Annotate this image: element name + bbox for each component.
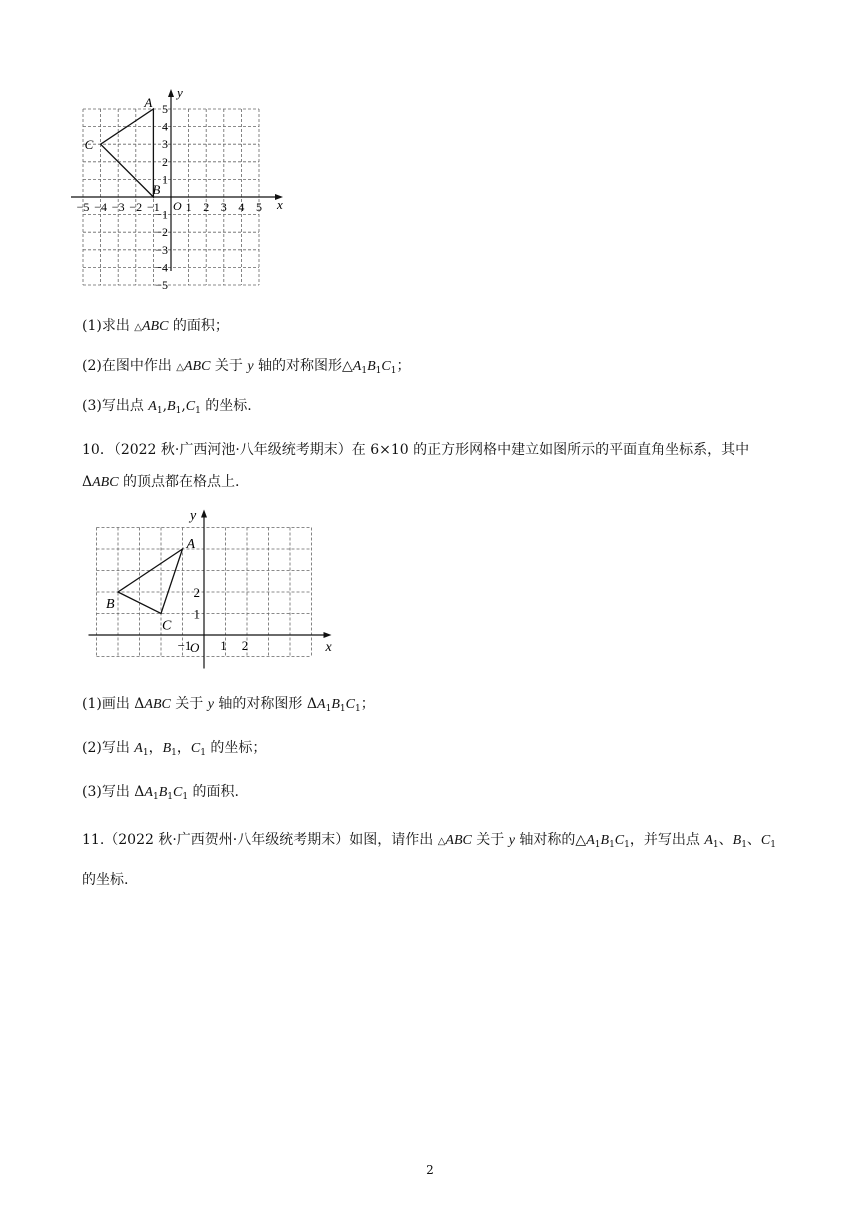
triangle-symbol: △ — [437, 836, 446, 847]
triangle-symbol: △ — [176, 362, 184, 373]
text: 轴的对称图形△ — [253, 358, 353, 374]
y-tick-label: −3 — [155, 242, 168, 257]
q9-triangle-abc — [101, 109, 154, 197]
subscript: 1 — [390, 366, 397, 376]
text: (2)写出 — [82, 740, 135, 756]
x-axis-arrow — [324, 632, 332, 638]
separator: ， — [176, 740, 191, 756]
y-axis-label: y — [177, 85, 183, 100]
y-label: y — [247, 359, 254, 374]
text: 关于 — [210, 358, 248, 374]
q11-stem-line2 — [82, 870, 128, 890]
separator: 、 — [718, 832, 733, 848]
x-tick-label: 1 — [220, 638, 227, 653]
text: 的坐标； — [205, 740, 267, 756]
x-tick-label: −3 — [111, 200, 125, 214]
subscript: 1 — [142, 748, 149, 758]
comma: , — [181, 398, 186, 414]
separator: 、 — [746, 832, 761, 848]
c1-label: C — [614, 833, 625, 848]
b1-label: B — [158, 785, 168, 800]
q11-stem-line1 — [82, 830, 776, 855]
subscript: 1 — [152, 792, 159, 802]
text: ，并写出点 — [629, 832, 705, 848]
a1-label: A — [144, 785, 153, 800]
text: 关于 — [471, 832, 509, 848]
subscript: 1 — [712, 840, 719, 850]
subscript: 1 — [182, 792, 189, 802]
subscript: 1 — [609, 840, 615, 850]
x-tick-label: 2 — [241, 638, 249, 653]
text: (2)在图中作出 — [82, 358, 177, 374]
x-tick-label: 2 — [203, 200, 210, 214]
subscript: 1 — [741, 840, 747, 850]
triangle-symbol: △ — [134, 322, 142, 333]
x-tick-label: 1 — [185, 200, 192, 214]
subscript: 1 — [339, 704, 346, 714]
subscript: 1 — [770, 840, 776, 850]
a1-label: A — [317, 697, 326, 712]
q10-triangle-abc — [118, 549, 183, 614]
y-tick-label: 4 — [162, 119, 168, 134]
comma: , — [162, 398, 168, 414]
triangle-symbol: Δ — [82, 474, 93, 490]
vertex-label-b: B — [106, 597, 115, 612]
y-tick-label: 2 — [193, 585, 200, 600]
q9-coordinate-figure — [76, 84, 312, 302]
text: (3)写出 — [82, 784, 135, 800]
text: ； — [360, 696, 375, 712]
text: 10．（2022 秋·广西河池·八年级统考期末）在 6×10 的正方形网格中建立如图所示的平面直角坐标系，其中 — [82, 442, 750, 458]
y-tick-label: −5 — [155, 278, 168, 292]
vertex-label-c: C — [84, 137, 94, 153]
vertex-label-a: A — [186, 537, 196, 552]
q10-axes — [89, 510, 332, 669]
x-tick-label: −1 — [147, 200, 160, 214]
vertex-label-a: A — [144, 95, 153, 110]
text: 的面积； — [168, 318, 229, 334]
origin-label: O — [190, 640, 200, 655]
c1-label: C — [760, 833, 771, 848]
x-tick-label: −1 — [177, 638, 192, 653]
b1-label: B — [600, 833, 610, 848]
q9-axes — [71, 89, 283, 271]
y-tick-label: 1 — [193, 606, 200, 622]
text: 轴的对称图形 — [213, 696, 307, 712]
q10-stem-line2 — [82, 472, 239, 493]
origin-label: O — [173, 199, 182, 213]
y-tick-label: −1 — [155, 207, 168, 222]
subscript: 1 — [354, 704, 361, 714]
q9-sub2 — [82, 356, 410, 381]
y-tick-label: 1 — [162, 172, 168, 187]
subscript: 1 — [156, 406, 163, 416]
y-axis-arrow — [168, 89, 174, 97]
b1-label: B — [331, 697, 340, 712]
subscript: 1 — [195, 406, 201, 416]
c1-label: C — [381, 359, 391, 374]
b1-label: B — [162, 741, 172, 756]
abc-label: ABC — [141, 319, 169, 334]
q10-sub2 — [82, 738, 266, 763]
q10-labels — [106, 509, 333, 656]
triangle-symbol: Δ — [134, 784, 145, 800]
text: 11.（2022 秋·广西贺州·八年级统考期末）如图，请作出 — [82, 832, 438, 848]
subscript: 1 — [594, 840, 601, 850]
vertex-label-c: C — [162, 618, 172, 634]
triangle-symbol: Δ — [306, 696, 318, 712]
x-tick-label: 4 — [238, 200, 245, 214]
text: (1)求出 — [82, 318, 135, 334]
y-axis-label: y — [190, 508, 197, 524]
b1-label: B — [367, 359, 376, 374]
text: 的面积. — [188, 784, 239, 800]
x-axis-label: x — [325, 640, 332, 655]
b1-label: B — [167, 399, 176, 414]
q9-sub1 — [82, 316, 229, 338]
y-tick-label: 2 — [162, 154, 168, 169]
a1-label: A — [586, 833, 595, 848]
y-tick-label: 3 — [162, 137, 168, 152]
text: (1)画出 — [82, 696, 135, 712]
abc-label: ABC — [445, 833, 472, 848]
c1-label: C — [345, 697, 355, 712]
c1-label: C — [173, 785, 183, 800]
y-axis-arrow — [201, 510, 207, 518]
x-tick-label: −4 — [94, 200, 107, 214]
x-tick-label: 3 — [220, 200, 227, 214]
subscript: 1 — [175, 406, 182, 416]
x-tick-label: −2 — [129, 200, 143, 214]
triangle-symbol: Δ — [134, 696, 145, 712]
y-tick-label: −2 — [155, 225, 168, 240]
y-label: y — [508, 833, 515, 848]
subscript: 1 — [171, 748, 177, 758]
q9-sub3 — [82, 396, 252, 421]
q10-stem-line1 — [82, 440, 749, 460]
x-tick-label: −5 — [76, 200, 90, 214]
c1-label: C — [185, 399, 196, 414]
subscript: 1 — [200, 748, 206, 758]
text: 的顶点都在格点上. — [118, 474, 240, 490]
q10-coordinate-figure — [86, 502, 338, 672]
q10-sub3 — [82, 782, 239, 807]
text: 轴对称的△ — [514, 832, 587, 848]
page-number: 2 — [426, 1163, 434, 1177]
a1-label: A — [134, 741, 143, 756]
q10-sub1 — [82, 694, 375, 719]
subscript: 1 — [624, 840, 630, 850]
subscript: 1 — [325, 704, 332, 714]
a1-label: A — [352, 359, 362, 374]
x-axis-label: x — [277, 197, 283, 212]
y-tick-label: 5 — [162, 102, 168, 116]
a1-label: A — [148, 399, 157, 414]
text: 的坐标. — [82, 872, 129, 888]
abc-label: ABC — [144, 697, 171, 712]
b1-label: B — [732, 833, 742, 848]
separator: ， — [148, 740, 163, 756]
text: 的坐标. — [200, 398, 252, 414]
x-tick-label: 5 — [256, 200, 262, 214]
vertex-label-b: B — [152, 182, 161, 197]
q9-labels — [77, 85, 283, 292]
y-tick-label: −4 — [155, 260, 168, 275]
abc-label: ABC — [183, 359, 211, 374]
abc-label: ABC — [92, 475, 119, 490]
subscript: 1 — [375, 366, 382, 376]
text: (3)写出点 — [82, 398, 149, 414]
c1-label: C — [190, 741, 201, 756]
text: ； — [396, 358, 411, 374]
y-label: y — [207, 697, 214, 712]
subscript: 1 — [361, 366, 368, 376]
a1-label: A — [704, 833, 713, 848]
subscript: 1 — [167, 792, 173, 802]
text: 关于 — [170, 696, 208, 712]
